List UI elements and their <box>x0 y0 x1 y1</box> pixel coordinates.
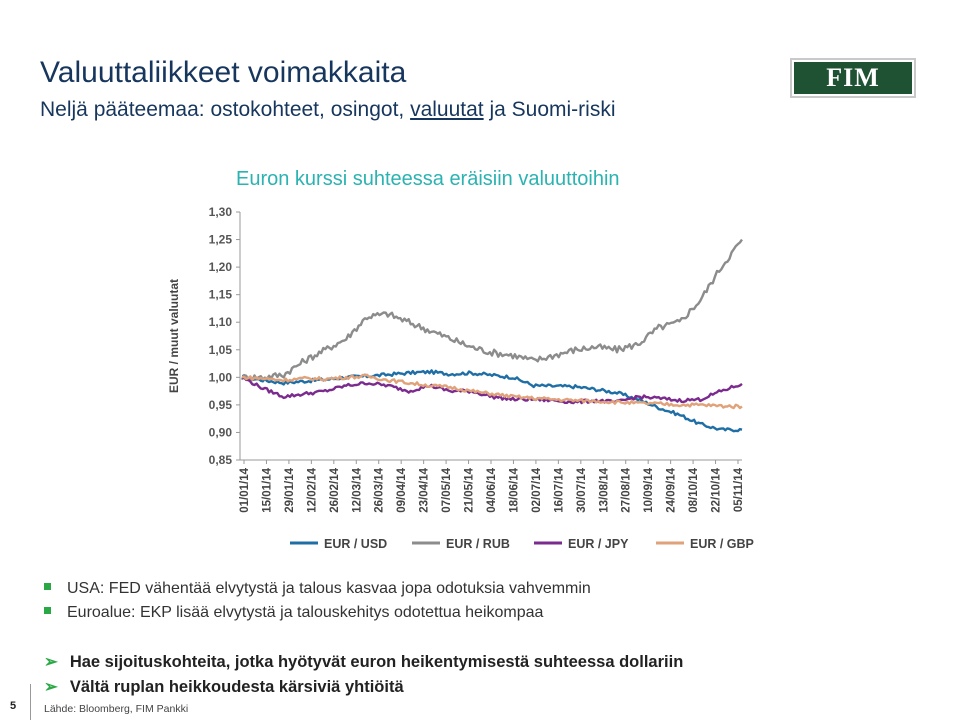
highlight-item <box>44 677 404 697</box>
x-tick-label: 13/08/14 <box>598 468 611 513</box>
x-tick-label: 04/06/14 <box>486 468 498 513</box>
highlight-text: Hae sijoituskohteita, jotka hyötyvät euron heikentymisestä suhteessa dollariin <box>69 653 684 671</box>
x-tick-label: 30/07/14 <box>575 468 588 513</box>
currency-chart <box>160 200 780 560</box>
x-tick-label: 26/03/14 <box>373 468 386 513</box>
x-tick-label: 15/01/14 <box>261 468 274 513</box>
y-tick-label: 0,90 <box>208 425 232 440</box>
x-tick-label: 29/01/14 <box>283 468 296 513</box>
highlight-item <box>44 652 683 672</box>
x-tick-label: 10/09/14 <box>643 468 656 513</box>
x-tick-label: 09/04/14 <box>396 468 409 513</box>
subtitle-underlined: valuutat <box>410 98 484 121</box>
fim-logo <box>790 58 916 98</box>
subtitle-pre: Neljä pääteemaa: ostokohteet, osingot, <box>40 98 411 121</box>
y-tick-label: 0,85 <box>208 453 232 467</box>
arrow-bullet-icon: ➢ <box>44 678 58 696</box>
x-tick-label: 23/04/14 <box>418 468 431 513</box>
source-note: Lähde: Bloomberg, FIM Pankki <box>44 703 189 715</box>
y-axis-label: EUR / muut valuutat <box>167 278 181 394</box>
highlight-text: Vältä ruplan heikkoudesta kärsiviä yhtiöitä <box>69 678 404 696</box>
x-tick-label: 12/03/14 <box>351 468 364 513</box>
y-tick-label: 1,00 <box>208 370 232 385</box>
page-number: 5 <box>10 700 17 712</box>
square-bullet-icon <box>44 583 51 590</box>
bullet-text: USA: FED vähentää elvytystä ja talous kasvaa jopa odotuksia vahvemmin <box>67 580 591 597</box>
series-line-eurrub <box>242 240 742 381</box>
footer-divider <box>30 684 31 720</box>
bullet-item <box>44 580 591 598</box>
chart-title: Euron kurssi suhteessa eräisiin valuuttoihin <box>236 168 620 190</box>
x-tick-label: 26/02/14 <box>328 468 341 513</box>
series-line-eurjpy <box>242 378 742 404</box>
x-tick-label: 07/05/14 <box>441 468 454 513</box>
legend-label: EUR / RUB <box>446 537 510 551</box>
slide-subtitle <box>40 98 616 122</box>
y-tick-label: 1,15 <box>208 287 232 302</box>
x-tick-label: 22/10/14 <box>710 468 723 513</box>
x-tick-label: 12/02/14 <box>306 468 319 513</box>
arrow-bullet-icon: ➢ <box>44 653 58 671</box>
legend-label: EUR / GBP <box>690 537 754 551</box>
x-tick-label: 24/09/14 <box>665 468 678 513</box>
x-tick-label: 08/10/14 <box>688 468 701 513</box>
y-tick-label: 1,20 <box>208 260 232 275</box>
y-tick-label: 1,05 <box>208 342 232 357</box>
x-tick-label: 27/08/14 <box>620 468 633 513</box>
y-tick-label: 1,10 <box>208 315 232 330</box>
slide-title: Valuuttaliikkeet voimakkaita <box>40 56 407 89</box>
y-tick-label: 0,95 <box>208 397 232 412</box>
x-tick-label: 18/06/14 <box>508 468 521 513</box>
logo-text: FIM <box>826 63 880 92</box>
x-tick-label: 05/11/14 <box>733 468 745 513</box>
x-tick-label: 16/07/14 <box>553 468 566 513</box>
bullet-text: Euroalue: EKP lisää elvytystä ja talouskehitys odotettua heikompaa <box>67 604 544 621</box>
y-tick-label: 1,25 <box>208 232 232 247</box>
x-tick-label: 21/05/14 <box>463 468 476 513</box>
x-tick-label: 01/01/14 <box>239 468 251 513</box>
y-tick-label: 1,30 <box>208 205 232 219</box>
legend-label: EUR / JPY <box>568 537 629 551</box>
subtitle-post: ja Suomi-riski <box>483 98 616 121</box>
square-bullet-icon <box>44 607 51 614</box>
x-tick-label: 02/07/14 <box>530 468 543 513</box>
legend-label: EUR / USD <box>324 537 388 551</box>
bullet-item <box>44 604 543 622</box>
